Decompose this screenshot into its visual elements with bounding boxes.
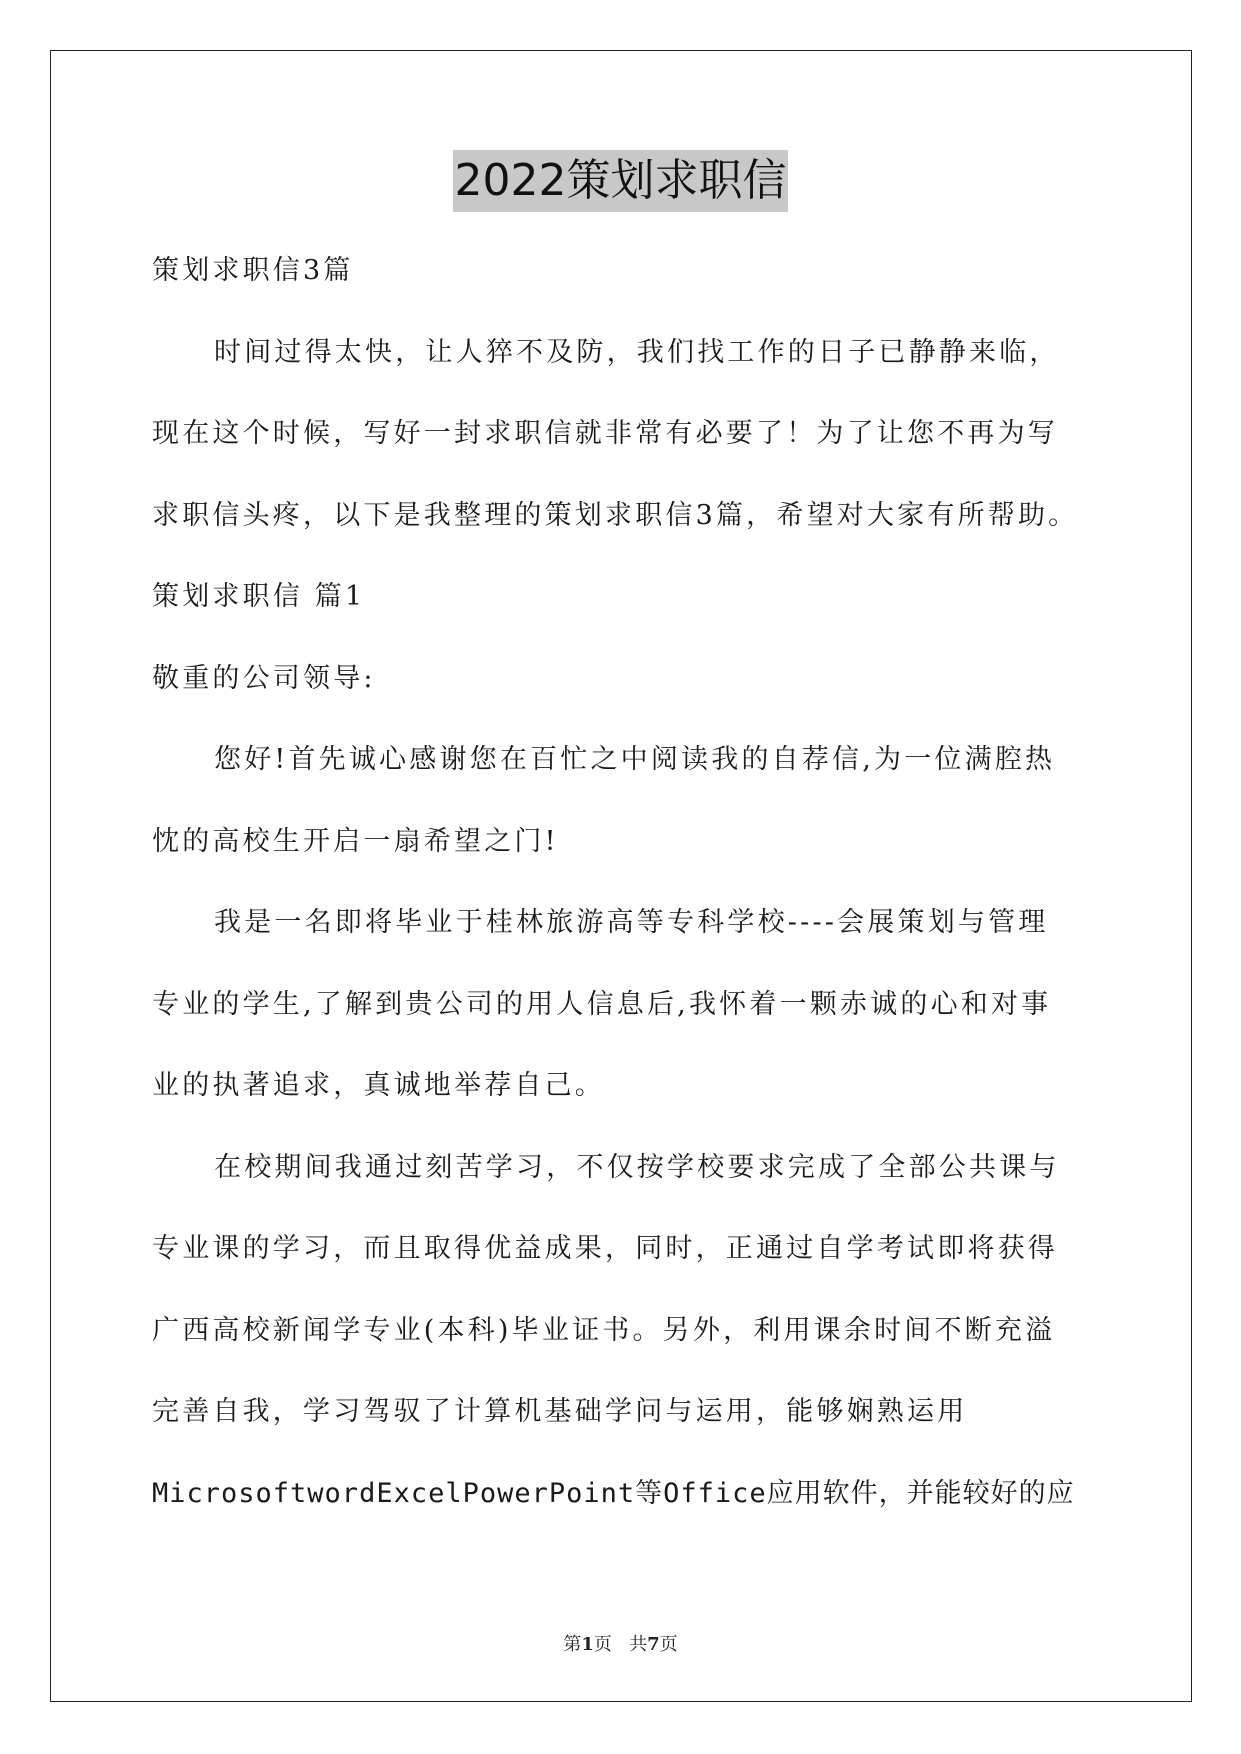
- footer-page-total: 7: [647, 1634, 660, 1655]
- body-line: 我是一名即将毕业于桂林旅游高等专科学校----会展策划与管理: [214, 907, 1049, 938]
- title-container: [0, 150, 1241, 212]
- body-line: 专业课的学习，而且取得优益成果，同时，正通过自学考试即将获得: [152, 1233, 1058, 1264]
- body-line: 您好!首先诚心感谢您在百忙之中阅读我的自荐信,为一位满腔热: [214, 744, 1056, 775]
- document-title: 2022策划求职信: [453, 150, 789, 212]
- page-footer: [0, 1630, 1241, 1656]
- footer-total-suffix: 页: [659, 1634, 678, 1655]
- body-line: 业的执著追求，真诚地举荐自己。: [152, 1070, 605, 1101]
- body-line: 求职信头疼，以下是我整理的策划求职信3篇，希望对大家有所帮助。: [152, 499, 1079, 531]
- footer-page-suffix: 页: [593, 1634, 612, 1655]
- body-line: 广西高校新闻学专业(本科)毕业证书。另外，利用课余时间不断充溢: [152, 1314, 1056, 1346]
- body-line: MicrosoftwordExcelPowerPoint等Office应用软件，并能较好的应: [152, 1477, 1075, 1509]
- footer-total-prefix: 共: [629, 1634, 648, 1655]
- body-line: 完善自我，学习驾驭了计算机基础学问与运用，能够娴熟运用: [152, 1396, 968, 1427]
- footer-page-prefix: 第: [563, 1634, 582, 1655]
- body-line: 忱的高校生开启一扇希望之门!: [152, 825, 559, 857]
- body-line: 时间过得太快，让人猝不及防，我们找工作的日子已静静来临，: [214, 336, 1060, 368]
- body-line: 策划求职信3篇: [152, 255, 354, 286]
- document-body: [152, 230, 1092, 1534]
- body-line: 专业的学生,了解到贵公司的用人信息后,我怀着一颗赤诚的心和对事: [152, 988, 1052, 1020]
- body-line: 在校期间我通过刻苦学习，不仅按学校要求完成了全部公共课与: [214, 1151, 1060, 1183]
- footer-page-current: 1: [581, 1634, 594, 1655]
- body-line: 敬重的公司领导:: [152, 662, 376, 694]
- body-line: 策划求职信 篇1: [152, 581, 366, 612]
- body-line: 现在这个时候，写好一封求职信就非常有必要了！为了让您不再为写: [152, 418, 1058, 449]
